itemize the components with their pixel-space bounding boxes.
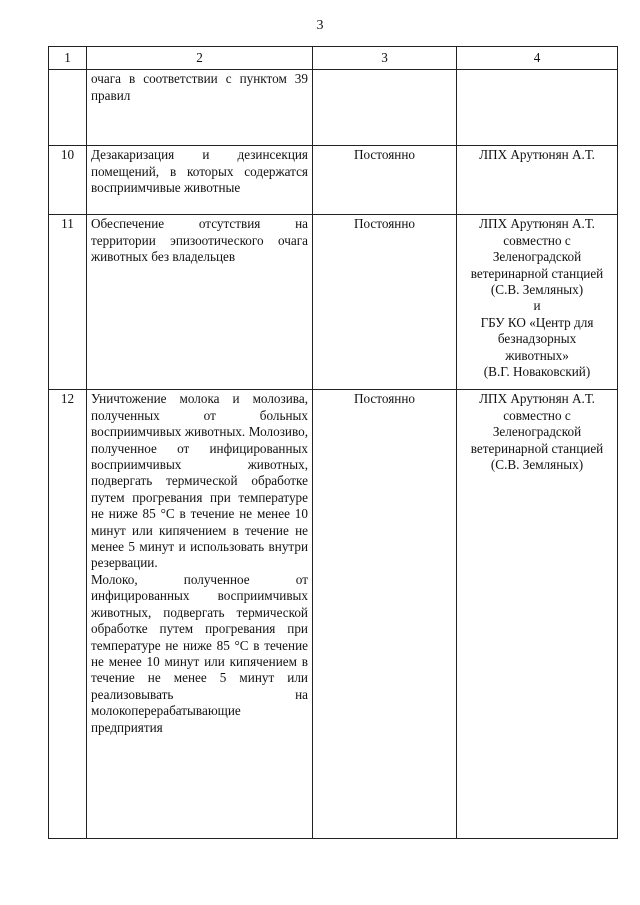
- table-row: [49, 70, 618, 146]
- responsible-line: (С.В. Земляных): [490, 282, 584, 298]
- term-cell: Постоянно: [313, 146, 457, 215]
- responsible-cell: [457, 215, 618, 390]
- table-row: [49, 146, 618, 215]
- responsible-line: совместно с: [503, 232, 571, 248]
- table-row: [49, 390, 618, 839]
- measure-paragraph: Уничтожение молока и молозива, полученных от больных восприимчивых животных. Молозиво, полученное от инфицированных восприимчивых животных, подвергать термической обработке путем прогревания при температуре не ниже 85 °С в течение не менее 10 минут или кипячением в течение не менее 5 минут и использовать внутри резервации.: [91, 391, 308, 571]
- responsible-line: (В.Г. Новаковский): [483, 364, 591, 380]
- column-header: 4: [457, 47, 618, 70]
- responsible-line: ГБУ КО «Центр для: [480, 314, 594, 330]
- responsible-cell: [457, 70, 618, 146]
- responsible-line: ветеринарной станцией: [470, 265, 604, 281]
- table-header-row: [49, 47, 618, 70]
- responsible-line: ЛПХ Арутюнян А.Т.: [479, 391, 595, 407]
- responsible-line: Зеленоградской: [492, 249, 582, 265]
- measure-text: [87, 390, 313, 839]
- measure-paragraph: Обеспечение отсутствия на территории эпизоотического очага животных без владельцев: [91, 216, 308, 265]
- responsible-line: животных»: [505, 347, 569, 363]
- row-number: [49, 70, 87, 146]
- responsible-line: ЛПХ Арутюнян А.Т.: [479, 147, 595, 163]
- table-row: [49, 215, 618, 390]
- page-number: 3: [316, 18, 324, 33]
- measure-paragraph: Молоко, полученное от инфицированных восприимчивых животных, подвергать термической обработке путем прогревания при температуре не ниже 85 °С в течение не менее 10 минут или кипячением в течение не менее 5 минут или реализовывать на молокоперерабатывающие предприятия: [91, 571, 308, 735]
- term-cell: Постоянно: [313, 390, 457, 839]
- responsible-cell: [457, 146, 618, 215]
- column-header: 2: [87, 47, 313, 70]
- measure-text: [87, 146, 313, 215]
- column-header: 3: [313, 47, 457, 70]
- column-header: 1: [49, 47, 87, 70]
- row-number: 10: [49, 146, 87, 215]
- responsible-line: совместно с: [503, 407, 571, 423]
- term-cell: Постоянно: [313, 215, 457, 390]
- measure-paragraph: Дезакаризация и дезинсекция помещений, в которых содержатся восприимчивые животные: [91, 147, 308, 196]
- responsible-line: безнадзорных: [497, 331, 577, 347]
- responsible-line: (С.В. Земляных): [490, 457, 584, 473]
- row-number: 11: [49, 215, 87, 390]
- responsible-line: и: [533, 298, 541, 314]
- responsible-cell: [457, 390, 618, 839]
- measure-paragraph: очага в соответствии с пунктом 39 правил: [91, 71, 308, 103]
- measure-text: [87, 70, 313, 146]
- term-cell: [313, 70, 457, 146]
- measure-text: [87, 215, 313, 390]
- measures-table: [48, 46, 618, 839]
- responsible-line: Зеленоградской: [492, 424, 582, 440]
- responsible-line: ЛПХ Арутюнян А.Т.: [479, 216, 595, 232]
- responsible-line: ветеринарной станцией: [470, 440, 604, 456]
- row-number: 12: [49, 390, 87, 839]
